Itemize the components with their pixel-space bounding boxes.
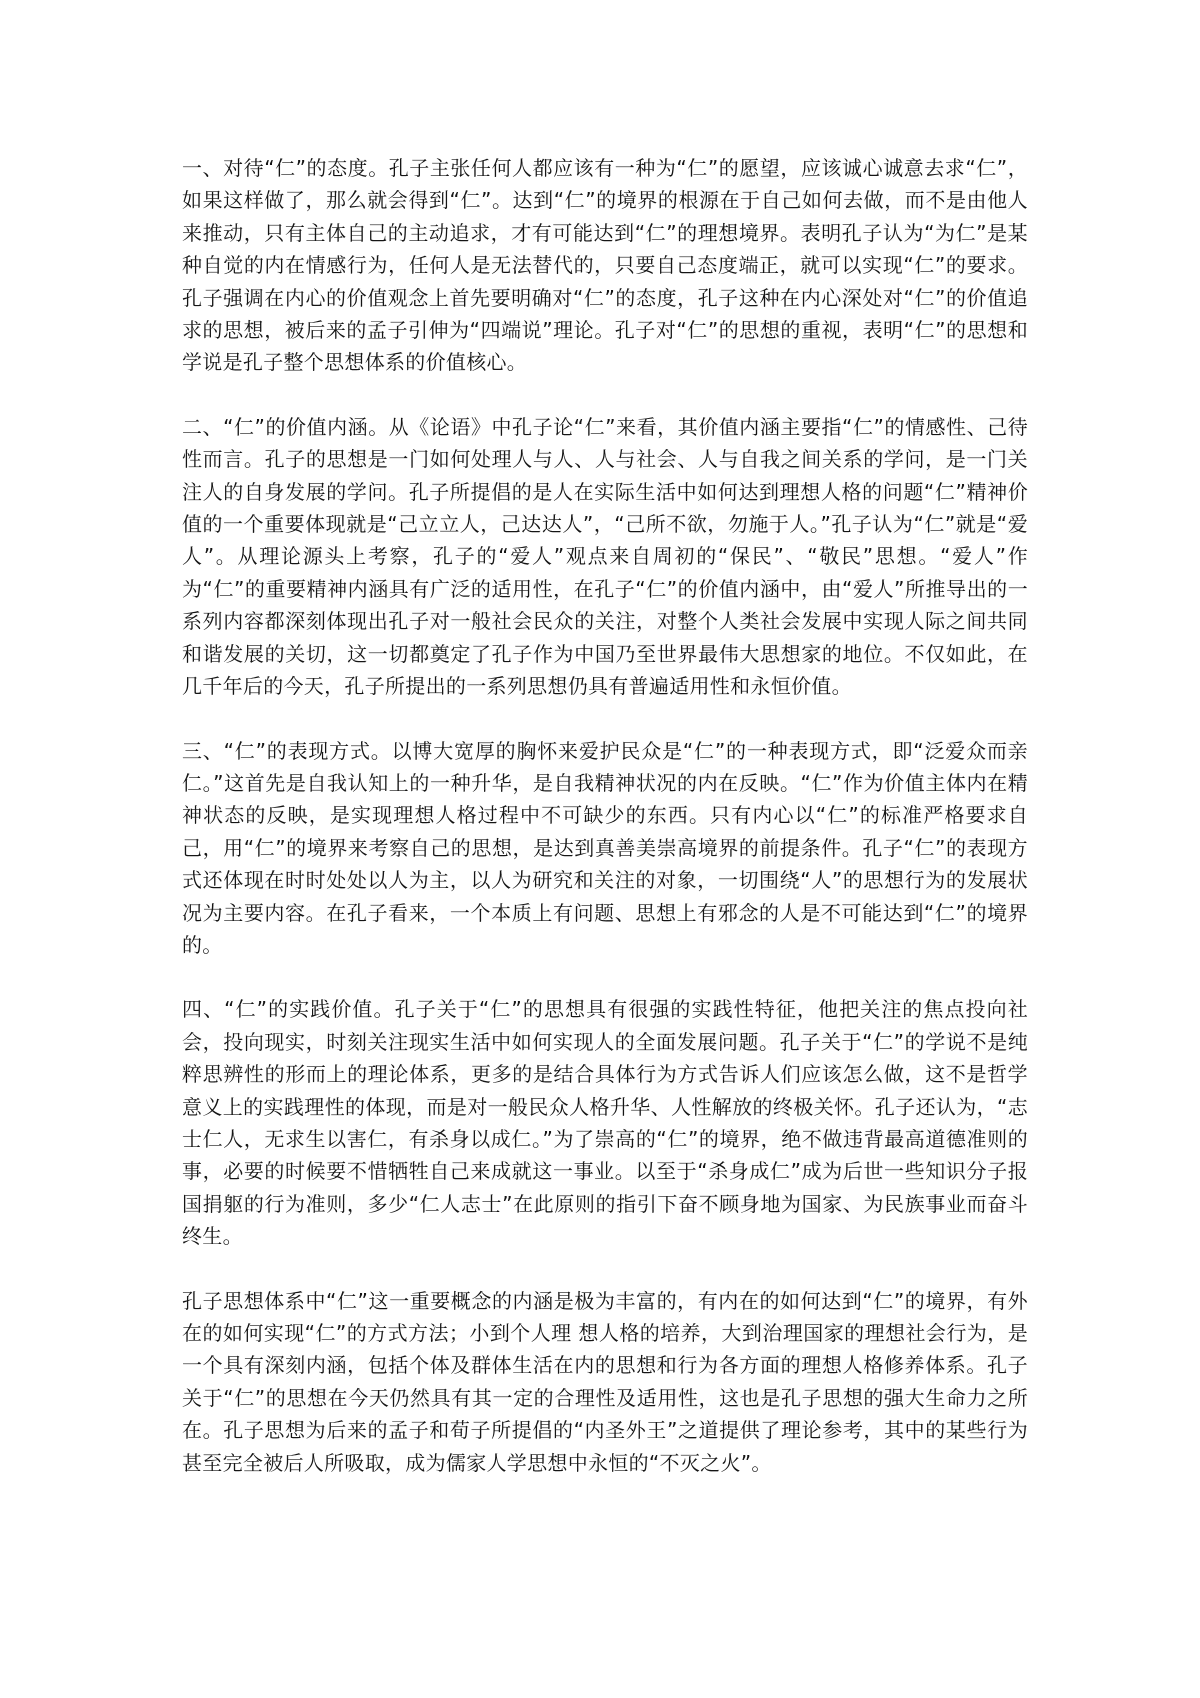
paragraph-expression-mode: 三、“仁”的表现方式。以博大宽厚的胸怀来爱护民众是“仁”的一种表现方式，即“泛爱众而亲仁。”这首先是自我认知上的一种升华，是自我精神状况的内在反映。“仁”作为价值主体内在精神状态的反映，是实现理想人格过程中不可缺少的东西。只有内心以“仁”的标准严格要求自己，用“仁”的境界来考察自己的思想，是达到真善美崇高境界的前提条件。孔子“仁”的表现方式还体现在时时处处以人为主，以人为研究和关注的对象，一切围绕“人”的思想行为的发展状况为主要内容。在孔子看来，一个本质上有问题、思想上有邪念的人是不可能达到“仁”的境界的。 bbox=[182, 738, 1028, 957]
paragraph-conclusion: 孔子思想体系中“仁”这一重要概念的内涵是极为丰富的，有内在的如何达到“仁”的境界，有外在的如何实现“仁”的方式方法；小到个人理 想人格的培养，大到治理国家的理想社会行为，是一个具有深刻内涵，包括个体及群体生活在内的思想和行为各方面的理想人格修养体系。孔子关于“仁”的思想在今天仍然具有其一定的合理性及适用性，这也是孔子思想的强大生命力之所在。孔子思想为后来的孟子和荀子所提倡的“内圣外王”之道提供了理论参考，其中的某些行为甚至完全被后人所吸取，成为儒家人学思想中永恒的“不灭之火”。 bbox=[182, 1288, 1028, 1475]
paragraph-practical-value: 四、“仁”的实践价值。孔子关于“仁”的思想具有很强的实践性特征，他把关注的焦点投向社会，投向现实，时刻关注现实生活中如何实现人的全面发展问题。孔子关于“仁”的学说不是纯粹思辨性的形而上的理论体系，更多的是结合具体行为方式告诉人们应该怎么做，这不是哲学意义上的实践理性的体现，而是对一般民众人格升华、人性解放的终极关怀。孔子还认为，“志士仁人，无求生以害仁，有杀身以成仁。”为了崇高的“仁”的境界，绝不做违背最高道德准则的事，必要的时候要不惜牺牲自己来成就这一事业。以至于“杀身成仁”成为后世一些知识分子报国捐躯的行为准则，多少“仁人志士”在此原则的指引下奋不顾身地为国家、为民族事业而奋斗终生。 bbox=[182, 997, 1028, 1249]
paragraph-value-connotation: 二、“仁”的价值内涵。从《论语》中孔子论“仁”来看，其价值内涵主要指“仁”的情感性、己待性而言。孔子的思想是一门如何处理人与人、人与社会、人与自我之间关系的学问，是一门关注人的自身发展的学问。孔子所提倡的是人在实际生活中如何达到理想人格的问题“仁”精神价值的一个重要体现就是“己立立人，己达达人”，“己所不欲，勿施于人。”孔子认为“仁”就是“爱人”。从理论源头上考察，孔子的“爱人”观点来自周初的“保民”、“敬民”思想。“爱人”作为“仁”的重要精神内涵具有广泛的适用性，在孔子“仁”的价值内涵中，由“爱人”所推导出的一系列内容都深刻体现出孔子对一般社会民众的关注，对整个人类社会发展中实现人际之间共同和谐发展的关切，这一切都奠定了孔子作为中国乃至世界最伟大思想家的地位。不仅如此，在几千年后的今天，孔子所提出的一系列思想仍具有普遍适用性和永恒价值。 bbox=[182, 414, 1028, 699]
document-body bbox=[182, 152, 1028, 1511]
paragraph-attitude-to-ren: 一、对待“仁”的态度。孔子主张任何人都应该有一种为“仁”的愿望，应该诚心诚意去求“仁”，如果这样做了，那么就会得到“仁”。达到“仁”的境界的根源在于自己如何去做，而不是由他人来推动，只有主体自己的主动追求，才有可能达到“仁”的理想境界。表明孔子认为“为仁”是某种自觉的内在情感行为，任何人是无法替代的，只要自己态度端正，就可以实现“仁”的要求。孔子强调在内心的价值观念上首先要明确对“仁”的态度，孔子这种在内心深处对“仁”的价值追求的思想，被后来的孟子引伸为“四端说”理论。孔子对“仁”的思想的重视，表明“仁”的思想和学说是孔子整个思想体系的价值核心。 bbox=[182, 156, 1028, 375]
